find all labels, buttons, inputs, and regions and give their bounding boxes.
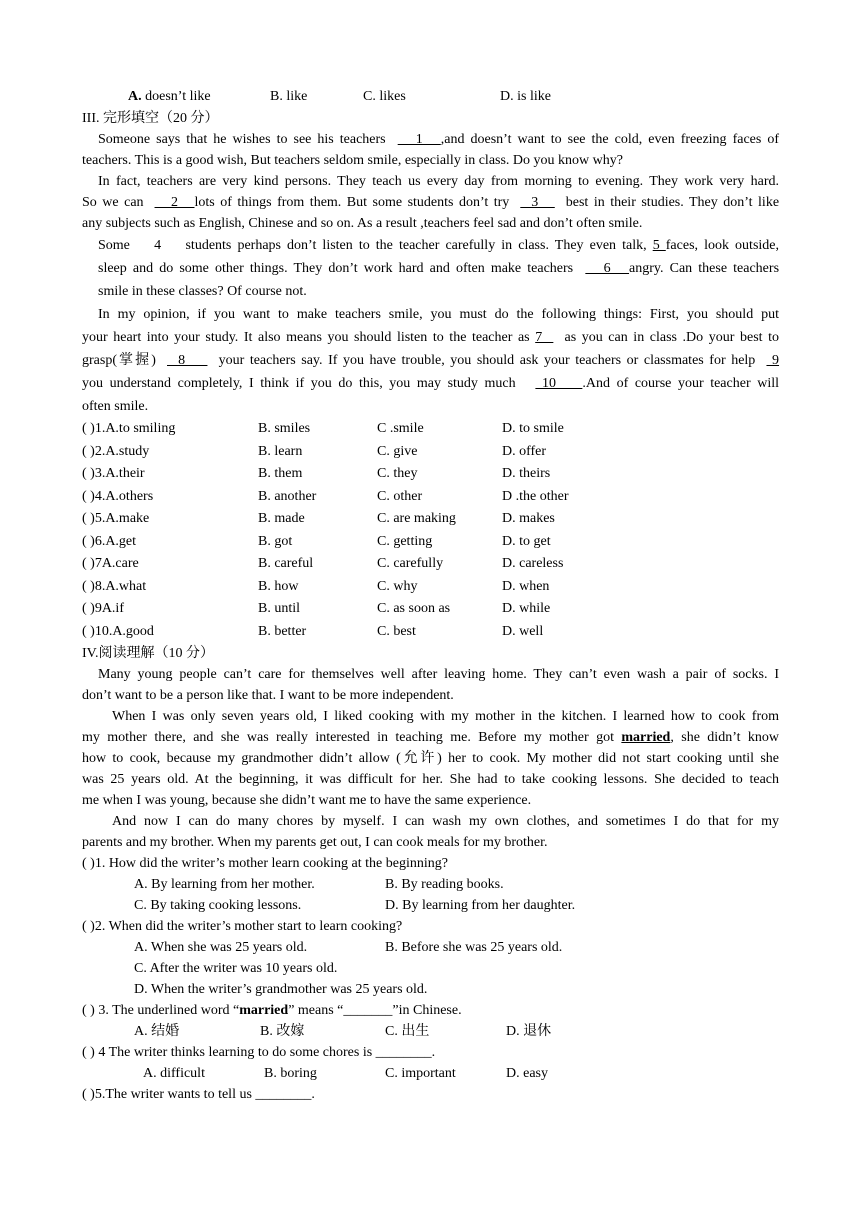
cloze-p1-line1 [82, 129, 779, 150]
text-run: sleep and do some other things. They don’t work hard and often make teachers [98, 261, 586, 276]
cloze-question-row [82, 441, 779, 464]
option-d: D. careless [502, 556, 564, 571]
text-run: Someone says that he wishes to see his teachers [98, 132, 398, 147]
cloze-question-row [82, 508, 779, 531]
option-a: A. difficult [143, 1066, 205, 1081]
cloze-question-row [82, 531, 779, 554]
option-c: C. give [377, 443, 418, 459]
cloze-question-row [82, 418, 779, 441]
cloze-p2-line1 [82, 171, 779, 192]
blank-number: 10 [535, 376, 583, 391]
text-run: your heart into your study. It also means you should listen to the teacher as [82, 330, 536, 345]
underlined-word-married: married [621, 730, 671, 745]
option-b: B. another [258, 488, 317, 504]
question-number-option-a: ( )2.A.study [82, 443, 150, 459]
reading-questions [82, 853, 779, 1105]
text-run: smile in these classes? Of course not. [98, 284, 307, 299]
reading-passage [82, 664, 779, 853]
text-run: as you can in class .Do your best to [553, 330, 779, 345]
option-a: A. 结婚 [134, 1024, 180, 1039]
cloze-question-row [82, 463, 779, 486]
cloze-p3-line2 [82, 257, 779, 280]
text-run: faces, look outside, [665, 238, 779, 253]
reading-p1-line1: Many young people can’t care for themselves well after leaving home. They can’t even wash a pair of socks. I [98, 667, 779, 682]
cloze-question-row [82, 553, 779, 576]
cloze-question-row [82, 621, 779, 644]
text-run: So we can [82, 195, 155, 210]
reading-q1-options-row1 [82, 874, 779, 895]
question-number-option-a: ( )1.A.to smiling [82, 421, 176, 436]
question-number-option-a: ( )7A.care [82, 556, 139, 571]
option-a: A. When she was 25 years old. [134, 940, 308, 955]
cloze-p4-line2 [82, 326, 779, 349]
text-run: any subjects such as English, Chinese and so on. As a result ,teachers feel sad and don’t often smile. [82, 216, 643, 231]
option-b: B. made [258, 511, 305, 526]
question-number-option-a: ( )10.A.good [82, 623, 154, 639]
text-run: you understand completely, I think if you do this, you may study much [82, 376, 536, 391]
cloze-question-list [82, 418, 779, 643]
text-run: grasp(掌握) [82, 353, 168, 368]
reading-q2-option-d [82, 979, 779, 1000]
option-d: D. When the writer’s grandmother was 25 years old. [134, 982, 428, 997]
question-number-option-a: ( )6.A.get [82, 533, 137, 549]
option-d: D. well [502, 623, 544, 639]
option-b: B. better [258, 623, 307, 639]
option-a: A. By learning from her mother. [134, 877, 315, 892]
text-run: ,and doesn’t want to see the cold, even freezing faces of [440, 132, 780, 147]
option-c: C. By taking cooking lessons. [134, 898, 302, 913]
option-c: C .smile [377, 421, 424, 436]
reading-p3-line1: And now I can do many chores by myself. I can wash my own clothes, and sometimes I do that for my [112, 814, 779, 829]
option-b: B. smiles [258, 421, 311, 436]
option-c: C. 出生 [385, 1024, 430, 1039]
option-b: B. 改嫁 [260, 1024, 305, 1039]
reading-q4: ( ) 4 The writer thinks learning to do some chores is ________. [82, 1045, 436, 1060]
question-number-option-a: ( )9A.if [82, 601, 124, 616]
option-d: D. theirs [502, 466, 551, 481]
option-d: D. easy [506, 1066, 548, 1081]
option-a: A. doesn’t like [128, 89, 211, 104]
option-d: D. while [502, 601, 551, 616]
text-run: best in their studies. They don’t like [554, 195, 780, 210]
exam-page [82, 86, 779, 1105]
question-number-option-a: ( )8.A.what [82, 578, 147, 594]
cloze-passage [82, 129, 779, 418]
reading-p3-line2: parents and my brother. When my parents get out, I can cook meals for my brother. [82, 835, 548, 850]
blank-number: 5 [652, 238, 666, 253]
option-d: D. offer [502, 443, 547, 459]
option-d: D. to smile [502, 421, 564, 436]
reading-p1-line2: don’t want to be a person like that. I want to be more independent. [82, 688, 454, 703]
blank-number: 7 [535, 330, 554, 345]
option-d: D. to get [502, 533, 551, 549]
cloze-question-row [82, 598, 779, 621]
reading-p2-line1: When I was only seven years old, I liked cooking with my mother in the kitchen. I learned how to cook from [112, 709, 779, 724]
cloze-p1-line2 [82, 150, 779, 171]
text-run: Some 4 students perhaps don’t listen to the teacher carefully in class. They even talk, [98, 238, 653, 253]
blank-number: 1 [397, 132, 441, 147]
option-b: B. them [258, 466, 303, 481]
option-d: D. when [502, 578, 550, 594]
cloze-p2-line2 [82, 192, 779, 213]
section-3-heading: III. 完形填空（20 分） [82, 111, 219, 126]
blank-number: 2 [154, 195, 195, 210]
text-run: In fact, teachers are very kind persons. They teach us every day from morning to evening. They work very hard. [98, 174, 779, 189]
cloze-p2-line3 [82, 213, 779, 234]
bold-word-married: married [239, 1003, 289, 1018]
reading-q3-options [82, 1021, 779, 1042]
text-run: your teachers say. If you have trouble, you should ask your teachers or classmates for help [207, 353, 767, 368]
blank-number: 8 [167, 353, 208, 368]
option-d: D .the other [502, 488, 569, 504]
text-run: angry. Can these teachers [629, 261, 780, 276]
text-run: teachers. This is a good wish, But teachers seldom smile, especially in class. Do you know why? [82, 153, 623, 168]
option-c: C. why [377, 578, 418, 594]
option-c: C. likes [363, 89, 406, 104]
option-c: C. carefully [377, 556, 444, 571]
text-run: lots of things from them. But some students don’t try [194, 195, 521, 210]
reading-q4-options [82, 1063, 779, 1084]
text-run: .And of course your teacher will [582, 376, 779, 391]
option-b: B. By reading books. [385, 877, 504, 892]
section-4-heading: IV.阅读理解（10 分） [82, 646, 214, 661]
option-c: C. as soon as [377, 601, 451, 616]
blank-number: 3 [520, 195, 555, 210]
option-c: C. important [385, 1066, 456, 1081]
cloze-p3-line1 [82, 234, 779, 257]
cloze-p4-line3 [82, 349, 779, 372]
cloze-question-row [82, 576, 779, 599]
option-b: B. learn [258, 443, 303, 459]
reading-p2-line5: me when I was young, because she didn’t want me to have the same experience. [82, 793, 532, 808]
option-c: C. After the writer was 10 years old. [134, 961, 338, 976]
option-b: B. until [258, 601, 301, 616]
blank-number: 9 [766, 353, 780, 368]
prev-question-options [82, 86, 779, 107]
reading-q1: ( )1. How did the writer’s mother learn cooking at the beginning? [82, 856, 448, 871]
option-c: C. other [377, 488, 423, 504]
question-number-option-a: ( )3.A.their [82, 466, 145, 481]
cloze-p3-line3 [82, 280, 779, 303]
option-c: C. getting [377, 533, 433, 549]
option-b: B. careful [258, 556, 314, 571]
reading-q1-options-row2 [82, 895, 779, 916]
reading-q2-options-row1 [82, 937, 779, 958]
cloze-p4-line1 [82, 303, 779, 326]
option-c: C. best [377, 623, 416, 639]
option-d: D. 退休 [506, 1024, 552, 1039]
cloze-question-row [82, 486, 779, 509]
reading-q2-option-c [82, 958, 779, 979]
option-b: B. how [258, 578, 299, 594]
reading-q3: ( ) 3. The underlined word “married” means “_______”in Chinese. [82, 1003, 462, 1018]
option-d: D. makes [502, 511, 555, 526]
option-b: B. like [270, 89, 308, 104]
option-c: C. are making [377, 511, 456, 526]
reading-p2-line4: was 25 years old. At the beginning, it was difficult for her. She had to take cooking lessons. She decided to teach [82, 772, 779, 787]
reading-p2-line3: how to cook, because my grandmother didn’t allow (允许) her to cook. My mother did not start cooking until she [82, 751, 779, 766]
text-run: In my opinion, if you want to make teachers smile, you must do the following things: First, you should put [98, 307, 779, 322]
blank-number: 6 [585, 261, 630, 276]
option-d: D. By learning from her daughter. [385, 898, 576, 913]
option-d: D. is like [500, 89, 551, 104]
option-b: B. boring [264, 1066, 317, 1081]
text-run: often smile. [82, 399, 149, 414]
reading-q5: ( )5.The writer wants to tell us ________. [82, 1087, 315, 1102]
question-number-option-a: ( )5.A.make [82, 511, 150, 526]
option-b: B. got [258, 533, 293, 549]
reading-p2-line2: my mother there, and she was really interested in teaching me. Before my mother got married, she didn’t know [82, 730, 779, 745]
option-b: B. Before she was 25 years old. [385, 940, 563, 955]
question-number-option-a: ( )4.A.others [82, 488, 154, 504]
reading-q2: ( )2. When did the writer’s mother start to learn cooking? [82, 919, 403, 934]
cloze-p4-line5 [82, 395, 779, 418]
option-c: C. they [377, 466, 418, 481]
cloze-p4-line4 [82, 372, 779, 395]
